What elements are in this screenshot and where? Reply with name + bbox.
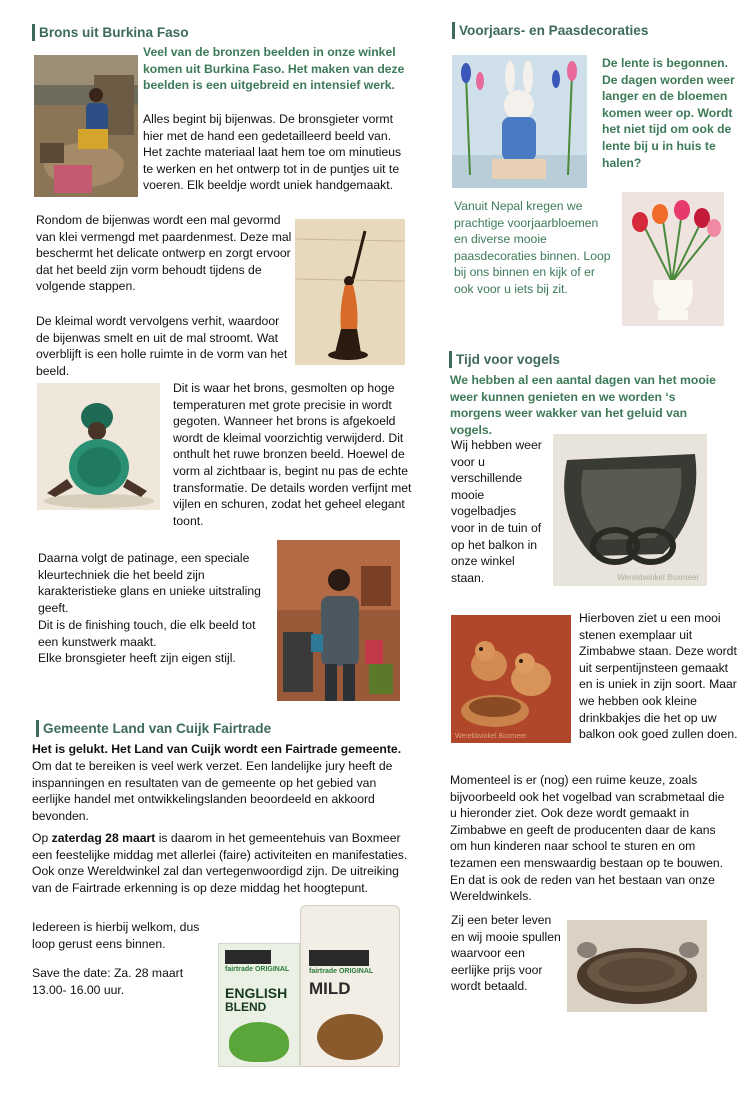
event-date: zaterdag 28 maart bbox=[51, 831, 156, 845]
voorjaar-heading: Voorjaars- en Paasdecoraties bbox=[452, 22, 648, 39]
fairtrade-paragraph-1: Om dat te bereiken is veel werk verzet. Een landelijke jury heeft de inspanningen en resultaten van de gemeente op het gebied van eerlijke handel met ontwikkelingslanden beoordeeld en akkoord bevonden. bbox=[32, 759, 393, 823]
brons-paragraph-5: Daarna volgt de patinage, een speciale kleurtechniek die het beeld zijn karakteristieke glans en unieke uitstraling geeft. bbox=[38, 551, 261, 615]
fairtrade-lead: Het is gelukt. Het Land van Cuijk wordt een Fairtrade gemeente. bbox=[32, 742, 402, 756]
brons-intro: Veel van de bronzen beelden in onze winkel komen uit Burkina Faso. Het maken van deze beelden is een uitgebreid en intensief werk. bbox=[143, 45, 405, 93]
brons-paragraph-7: Elke bronsgieter heeft zijn eigen stijl. bbox=[38, 651, 236, 665]
tulips-vase-photo bbox=[622, 192, 724, 326]
voorjaar-paragraph: Vanuit Nepal kregen we prachtige voorjaarbloemen en diverse mooie paasdecoraties binnen. Loop bij ons binnen en kijk of er ook voor u iets bij zit. bbox=[454, 199, 611, 296]
brons-paragraph-6: Dit is de finishing touch, die elk beeld tot een kunstwerk maakt. bbox=[38, 618, 256, 649]
english-blend-subtitle: BLEND bbox=[225, 1000, 267, 1014]
brons-paragraph-2: Rondom de bijenwas wordt een mal gevormd van klei vermengd met paardenmest. Deze mal beschermt het delicate ontwerp en zorgt ervoor dat het beeld zijn vorm behoudt tijdens de volgende stappen. bbox=[36, 213, 292, 294]
brons-paragraph-4: Dit is waar het brons, gesmolten op hoge temperaturen met grote precisie in wordt gegoten. Wanneer het brons is afgekoeld wordt de kleimal voorzichtig verwijderd. Dit onthult het ruwe bronzen beeld. Hoewel de vorm al zichtbaar is, begint nu pas de echte transformatie. De details worden verfijnt met vijlen en schuren, zodat het geheel elegant toont. bbox=[173, 381, 412, 528]
vogels-heading: Tijd voor vogels bbox=[449, 351, 560, 368]
save-the-date-time: 13.00- 16.00 uur. bbox=[32, 983, 125, 997]
vogels-paragraph-2: Hierboven ziet u een mooi stenen exemplaar uit Zimbabwe staan. Deze wordt uit serpentijnsteen gemaakt en is uniek in zijn soort. Maar we hebben ook kleine drinkbakjes die het op uw balkon ook goed zullen doen. bbox=[579, 611, 738, 742]
vogels-paragraph-3: Momenteel is er (nog) een ruime keuze, zoals bijvoorbeeld ook het vogelbad van scrabmetaal die u hieronder ziet. Ook deze wordt gemaakt in Zimbabwe en geeft de producenten daar de kans om hun kinderen naar school te sturen en om tezamen een menswaardig bestaan op te bouwen. En dat is ook de reden van het bestaan van onze Wereldwinkels. bbox=[450, 773, 725, 904]
voorjaar-intro bbox=[602, 55, 738, 171]
brons-paragraph-3: De kleimal wordt vervolgens verhit, waardoor de bijenwas smelt en uit de mal stroomt. Wat overblijft is een holle ruimte in de vorm van het beeld. bbox=[36, 314, 288, 378]
voorjaar-intro-text: De lente is begonnen. De dagen worden weer langer en de bloemen komen weer op. Wordt het niet tijd om ook de lente bij u in huis te halen? bbox=[602, 56, 735, 170]
fairtrade-paragraph-3: Iedereen is hierbij welkom, dus loop gerust eens binnen. bbox=[32, 920, 200, 951]
watermark-1: Wereldwinkel Boxmeer bbox=[617, 573, 699, 582]
bronze-figurine-photo bbox=[295, 219, 405, 365]
bronze-caster-photo bbox=[34, 55, 138, 197]
mild-coffee-package bbox=[300, 905, 400, 1067]
save-the-date: Save the date: Za. 28 maart bbox=[32, 966, 184, 980]
watermark-2: Wereldwinkel Boxmeer bbox=[455, 733, 527, 740]
vogels-intro: We hebben al een aantal dagen van het mooie weer kunnen genieten en we worden ‘s morgens weer wakker van het geluid van vogels. bbox=[450, 373, 716, 437]
vogels-paragraph-1: Wij hebben weer voor u verschillende mooie vogelbadjes voor in de tuin of op het balkon in onze winkel staan. bbox=[451, 438, 542, 585]
fairtrade-p2-start: Op bbox=[32, 831, 52, 845]
brons-heading: Brons uit Burkina Faso bbox=[32, 24, 189, 41]
stone-birdbath-photo bbox=[553, 434, 707, 586]
bird-drinking-bowls-photo bbox=[451, 615, 571, 743]
mild-coffee-brand: fairtrade ORIGINAL bbox=[309, 968, 374, 975]
bronze-woman-photo bbox=[37, 383, 160, 510]
vogels-paragraph-4: Zij een beter leven en wij mooie spullen waarvoor een eerlijke prijs voor wordt betaald. bbox=[451, 913, 561, 994]
mild-coffee-title: MILD bbox=[309, 979, 351, 998]
fairtrade-products-photo bbox=[218, 905, 408, 1067]
brons-paragraph-1: Alles begint bij bijenwas. De bronsgieter vormt hier met de hand een gedetailleerd beeld van. Het zachte materiaal laat hem toe om minutieus te werken en het ontwerp tot in de puntjes uit te voeren. Elk beeldje wordt uniek handgemaakt. bbox=[143, 112, 402, 193]
metal-birdbath-photo bbox=[567, 920, 707, 1012]
easter-bunny-photo bbox=[452, 55, 587, 188]
fairtrade-paragraph-2 bbox=[32, 830, 410, 896]
english-blend-package bbox=[218, 943, 300, 1067]
fairtrade-p2-rest: is daarom in het gemeentehuis van Boxmeer een feestelijke middag met allerlei (faire) activiteiten en manifestaties. Ook onze Wereldwinkel zal dan vertegenwoordigd zijn. De uitreiking van de Fairtrade erkenning is op deze middag het hoogtepunt. bbox=[32, 831, 408, 895]
english-blend-title: ENGLISH bbox=[225, 985, 288, 1001]
fairtrade-heading: Gemeente Land van Cuijk Fairtrade bbox=[36, 720, 271, 737]
bronze-artisan-photo bbox=[277, 540, 400, 701]
english-blend-brand: fairtrade ORIGINAL bbox=[225, 966, 290, 973]
